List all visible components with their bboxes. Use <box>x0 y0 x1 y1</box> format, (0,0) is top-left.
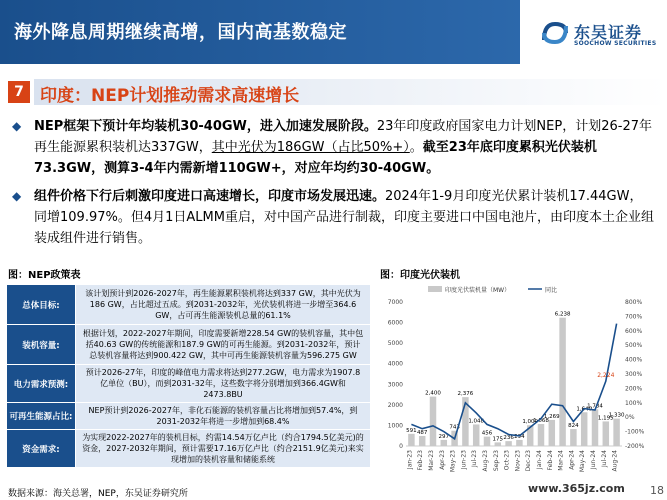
bar <box>516 440 522 446</box>
bar-value-label: 297 <box>438 433 450 440</box>
bar <box>419 436 425 446</box>
bar-value-label: 236 <box>503 435 514 442</box>
bullet-normal: 23年印度政府国家电力计划NEP，计划26-27年再生能源累积装机达337GW， <box>34 119 652 155</box>
bar <box>613 419 619 446</box>
row-value: 根据计划，2022-2027年期间，印度需要新增228.54 GW的装机容量，其中包括40.63 GW的传统能源和187.9 GW的可再生能源。到2031-2032年，预计总装机容量将达到900.422 GW，其中可再生能源装机容量为596.275 GW <box>76 325 371 365</box>
bar-value-label: 2,376 <box>457 391 474 398</box>
y-right-tick-label: 300% <box>625 371 643 378</box>
row-value: 预计2026-27年，印度的峰值电力需求将达到277.2GW，电力需求为1907.8亿单位（BU），而到2031-32年，这些数字将分别增加到366.4GW和2473.8BU <box>76 365 371 403</box>
x-tick-label: May-23 <box>449 450 457 473</box>
bar-value-label: 1,009 <box>522 419 539 426</box>
bar <box>538 424 544 446</box>
bar-value-label: 456 <box>481 430 493 437</box>
table-row <box>7 365 371 403</box>
row-key: 可再生能源占比: <box>7 403 76 430</box>
bar-value-label: 1,330 <box>608 412 625 419</box>
diamond-bullet-icon: ◆ <box>12 189 22 203</box>
y-left-tick-label: 0 <box>399 443 403 450</box>
logo-mark-icon <box>540 18 570 48</box>
bullet-underline: 其中光伏为186GW（占比50%+） <box>211 140 410 155</box>
india-pv-chart <box>378 280 648 480</box>
x-tick-label: Jan-23 <box>406 450 414 470</box>
row-value: 该计划预计到2026-2027年，再生能源累积装机将达到337 GW，其中光伏为186 GW，占比超过五成。到2031-2032年，光伏装机将进一步增至364.6 GW，占可再生能源装机总量的61.1% <box>76 285 371 325</box>
section-title: 印度：NEP计划推动需求高速增长 <box>40 86 300 106</box>
bar <box>581 412 587 446</box>
x-tick-label: Jul-23 <box>471 450 479 468</box>
bar <box>484 437 490 446</box>
logo-name: 东吴证券 <box>574 23 643 42</box>
row-value: NEP预计到2026-2027年，非化石能源的装机容量占比将增加到57.4%，到2031-2032年将进一步增加到68.4% <box>76 403 371 430</box>
bullet-text <box>34 116 654 179</box>
bar-value-label: 6,238 <box>554 311 571 318</box>
x-tick-label: Feb-23 <box>417 450 425 471</box>
diamond-bullet-icon: ◆ <box>12 119 22 133</box>
table-row <box>7 325 371 365</box>
x-tick-label: Aug-24 <box>611 450 619 472</box>
x-tick-label: Sep-23 <box>492 450 500 472</box>
x-tick-label: Jun-23 <box>460 450 468 470</box>
y-left-tick-label: 6000 <box>387 319 403 327</box>
bullet-normal: 2024年1-9月印度光伏累计装机17.44GW，同增109.97%。但4月1日ALMM重启，对中国产品进行制裁，印度主要进口中国电池片，由印度本土企业组装成组件进行销售。 <box>34 189 654 246</box>
bar <box>505 441 511 446</box>
bar <box>559 318 565 446</box>
row-value: 为实现2022-2027年的装机目标，约需14.54万亿卢比（约合1794.5亿美元)的资金，2027-2032年期间，预计需要17.16万亿卢比（约合2151.9亿美元)来实现增加的装机容量和储能系统 <box>76 430 371 468</box>
chart-caption: 图：印度光伏装机 <box>380 270 460 281</box>
source-note: 数据来源：海关总署，NEP，东吴证券研究所 <box>8 489 188 499</box>
section-number: 7 <box>8 81 30 103</box>
page-title: 海外降息周期继续高增，国内高基数稳定 <box>14 22 347 43</box>
bullet-bold: 组件价格下行后刺激印度进口高速增长，印度市场发展迅速。 <box>34 189 386 204</box>
nep-policy-table <box>6 284 371 468</box>
row-key: 电力需求预测: <box>7 365 76 403</box>
table-row <box>7 403 371 430</box>
bullet-bold-2: 截至23年底印度累积光伏装机73.3GW，测算3-4年内需新增110GW+，对应年均约30-40GW。 <box>34 140 597 176</box>
watermark: www.365jz.com <box>528 482 625 495</box>
y-right-tick-label: -200% <box>625 443 645 450</box>
y-right-tick-label: 500% <box>625 342 643 350</box>
bar <box>441 440 447 446</box>
x-tick-label: Apr-24 <box>568 450 576 470</box>
x-tick-label: Mar-23 <box>428 450 435 471</box>
x-tick-label: Jan-24 <box>536 450 543 470</box>
bar <box>570 429 576 446</box>
y-left-tick-label: 2000 <box>387 401 403 409</box>
bar <box>408 434 414 446</box>
x-tick-label: Aug-23 <box>482 450 489 472</box>
bar <box>495 442 501 446</box>
section-heading <box>0 79 667 105</box>
y-left-tick-label: 1000 <box>387 422 403 430</box>
row-key: 资金需求: <box>7 430 76 468</box>
y-left-tick-label: 4000 <box>387 360 403 368</box>
bar-value-label: 175 <box>492 436 504 443</box>
bar-value-label: 2,400 <box>425 390 441 397</box>
bullet-import <box>12 186 652 252</box>
x-tick-label: Dec-23 <box>525 450 533 472</box>
y-right-tick-label: -100% <box>625 428 645 436</box>
bar-value-label: 294 <box>514 433 525 440</box>
header-bar <box>0 0 520 64</box>
row-key: 装机容量: <box>7 325 76 365</box>
y-left-tick-label: 5000 <box>387 340 403 348</box>
row-key: 总体目标: <box>7 285 76 325</box>
x-tick-label: Nov-23 <box>514 450 522 472</box>
table-row <box>7 430 371 468</box>
bar-value-label: 1,784 <box>587 403 603 410</box>
y-right-tick-label: 200% <box>625 385 643 393</box>
legend-bar-swatch <box>428 286 442 292</box>
y-right-tick-label: 400% <box>625 356 643 364</box>
bar-value-label: 743 <box>449 424 460 431</box>
bar-value-label: 1,640 <box>576 406 593 413</box>
y-right-tick-label: 0% <box>625 414 635 422</box>
bullet-bold: NEP框架下预计年均装机30-40GW，进入加速发展阶段。 <box>34 119 377 134</box>
header <box>0 0 667 64</box>
bar <box>603 421 609 446</box>
y-right-tick-label: 600% <box>625 327 643 335</box>
bullet-text <box>34 186 654 249</box>
x-tick-label: Jun-24 <box>590 450 597 470</box>
x-tick-label: Apr-23 <box>438 450 446 470</box>
table-caption: 图：NEP政策表 <box>8 270 81 281</box>
bullet-nep <box>12 116 652 182</box>
y-right-tick-label: 100% <box>625 399 643 407</box>
bar-value-label: 487 <box>416 429 428 436</box>
x-tick-label: May-24 <box>579 450 587 473</box>
x-tick-label: Jul-24 <box>600 450 608 468</box>
y-left-tick-label: 3000 <box>387 381 403 389</box>
x-tick-label: Oct-23 <box>503 450 511 471</box>
bar <box>473 424 479 446</box>
bar-value-label: 824 <box>568 423 579 430</box>
bar-value-label: 1,269 <box>543 413 560 420</box>
table-row <box>7 285 371 325</box>
bar-value-label: 1,048 <box>468 418 485 425</box>
x-tick-label: Feb-24 <box>546 450 554 471</box>
line-value-label: 2,224 <box>597 372 615 380</box>
bullet-normal-2: 。 <box>409 140 423 155</box>
bar <box>549 420 555 446</box>
legend-line-label: 同比 <box>545 287 558 294</box>
page-number: 18 <box>650 484 664 497</box>
y-right-tick-label: 700% <box>625 313 643 321</box>
x-tick-label: Mar-24 <box>557 450 565 471</box>
legend-bar-label: 印度光伏装机量（MW） <box>445 287 511 294</box>
logo-sub: SOOCHOW SECURITIES <box>574 40 657 47</box>
bar-value-label: 1,195 <box>597 415 614 422</box>
bar-value-label: 1,068 <box>533 418 549 425</box>
y-left-tick-label: 7000 <box>387 299 403 306</box>
y-right-tick-label: 800% <box>625 299 643 306</box>
bar-value-label: 591 <box>406 427 417 434</box>
bar <box>430 397 436 446</box>
logo <box>540 18 660 54</box>
